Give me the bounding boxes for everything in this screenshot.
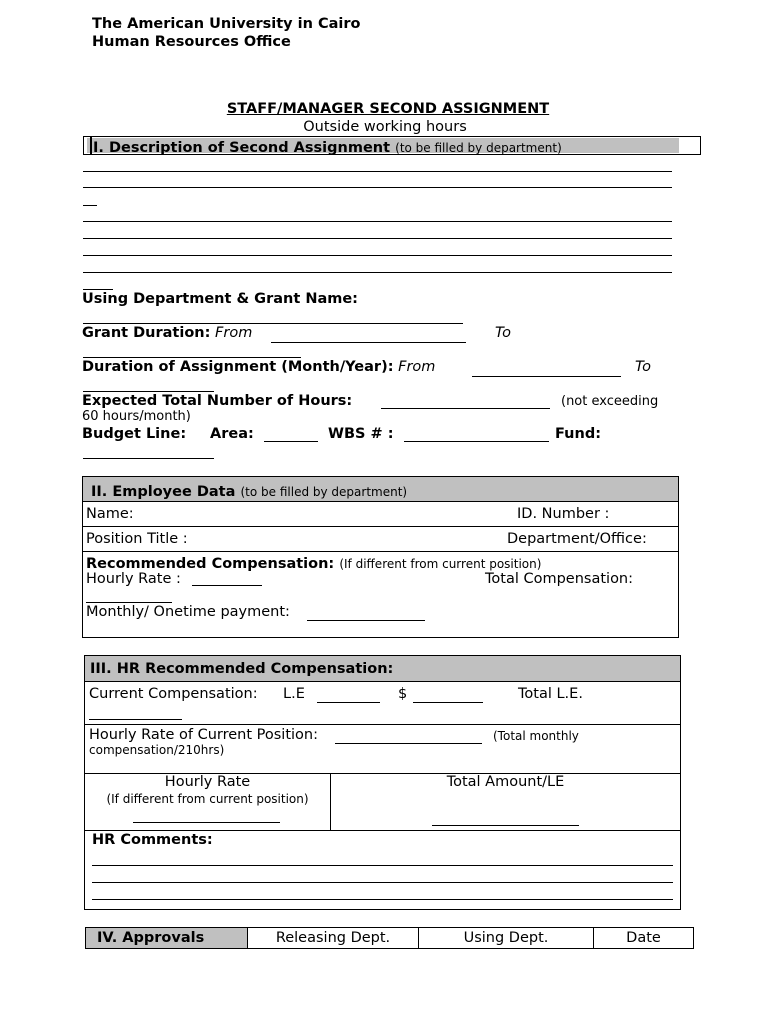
form-title: STAFF/MANAGER SECOND ASSIGNMENT — [226, 101, 550, 117]
grant-to-label: To — [495, 325, 511, 341]
total-amount-cell — [331, 774, 680, 831]
employee-data-table — [82, 476, 679, 638]
fund-label: Fund: — [555, 426, 602, 442]
hourly-current-label: Hourly Rate of Current Position: — [89, 727, 318, 743]
wbs-field[interactable] — [404, 441, 549, 442]
section3-heading: III. HR Recommended Compensation: — [90, 661, 394, 677]
hourly-current-field[interactable] — [335, 743, 482, 744]
le-label: L.E — [283, 686, 305, 702]
total-amount-label: Total Amount/LE — [446, 774, 565, 790]
if-different-text: (If different from current position) — [106, 792, 309, 806]
section2-heading: II. Employee Data — [91, 484, 236, 500]
using-dept-cell[interactable] — [419, 928, 594, 948]
description-line[interactable] — [83, 221, 672, 222]
position-title-label: Position Title : — [86, 531, 188, 547]
total-le-field[interactable] — [89, 719, 182, 720]
total-comp-label: Total Compensation: — [485, 571, 634, 587]
hr-hourly-rate-field[interactable] — [133, 822, 280, 823]
office-name: Human Resources Office — [92, 34, 291, 50]
dollar-label: $ — [398, 686, 408, 702]
grant-duration-label: Grant Duration: — [82, 325, 211, 341]
releasing-dept-cell[interactable] — [248, 928, 419, 948]
hourly-rate-field[interactable] — [192, 585, 262, 586]
section2-heading-bar — [83, 477, 678, 502]
description-line[interactable] — [83, 272, 672, 273]
date-label: Date — [626, 930, 661, 946]
total-amount-field[interactable] — [432, 825, 579, 826]
current-comp-row — [85, 682, 680, 725]
grant-from-label: From — [215, 325, 253, 341]
hourly-current-row — [85, 725, 680, 774]
assignment-from-label: From — [398, 359, 436, 375]
area-label: Area: — [210, 426, 254, 442]
monthly-payment-field[interactable] — [307, 620, 425, 621]
name-label: Name: — [86, 506, 134, 522]
hr-comments-line[interactable] — [92, 899, 673, 900]
form-subtitle: Outside working hours — [303, 119, 467, 135]
total-le-label: Total L.E. — [518, 686, 583, 702]
total-comp-field[interactable] — [86, 602, 172, 603]
approvals-heading-cell — [86, 928, 248, 948]
approvals-heading: IV. Approvals — [97, 930, 205, 946]
section1-heading: I. Description of Second Assignment — [93, 140, 391, 156]
expected-hours-field[interactable] — [381, 408, 550, 409]
hourly-rate-cell — [85, 774, 331, 831]
hr-compensation-table — [84, 655, 681, 910]
description-line[interactable] — [83, 255, 672, 256]
rec-comp-row — [86, 553, 541, 572]
rec-comp-note: (If different from current position) — [339, 557, 542, 571]
not-exceeding-text: (not exceeding — [561, 394, 659, 409]
hr-comments-line[interactable] — [92, 865, 673, 866]
dollar-field[interactable] — [413, 702, 483, 703]
date-cell[interactable] — [594, 928, 693, 948]
description-line[interactable] — [83, 171, 672, 172]
releasing-dept-label: Releasing Dept. — [275, 930, 391, 946]
hr-comments-label: HR Comments: — [92, 832, 213, 848]
section1-heading-bar — [83, 136, 701, 155]
university-name: The American University in Cairo — [92, 16, 361, 32]
using-dept-label: Using Department & Grant Name: — [82, 291, 358, 307]
expected-hours-label: Expected Total Number of Hours: — [82, 393, 353, 409]
assignment-duration-row — [82, 359, 435, 375]
hours-month-text: 60 hours/month) — [82, 409, 191, 424]
assignment-from-field[interactable] — [472, 376, 621, 377]
position-row[interactable] — [83, 527, 678, 552]
assignment-to-field[interactable] — [83, 391, 214, 392]
department-label: Department/Office: — [507, 531, 647, 547]
using-dept-col-label: Using Dept. — [463, 930, 549, 946]
section1-note: (to be filled by department) — [395, 141, 562, 155]
grant-to-field[interactable] — [83, 357, 301, 358]
section2-note: (to be filled by department) — [240, 485, 408, 499]
rec-comp-label: Recommended Compensation: — [86, 556, 335, 572]
hr-hourly-rate-label: Hourly Rate — [164, 774, 251, 790]
assignment-to-label: To — [635, 359, 651, 375]
description-line[interactable] — [83, 205, 97, 206]
grant-from-field[interactable] — [271, 342, 466, 343]
section3-heading-bar — [85, 656, 680, 682]
description-line[interactable] — [83, 187, 672, 188]
using-dept-field[interactable] — [83, 323, 463, 324]
assignment-duration-label: Duration of Assignment (Month/Year): — [82, 359, 394, 375]
description-line[interactable] — [83, 289, 113, 290]
le-field[interactable] — [317, 702, 380, 703]
comp-210-text: compensation/210hrs) — [89, 743, 225, 757]
approvals-table — [85, 927, 694, 949]
budget-line-label: Budget Line: — [82, 426, 187, 442]
grant-duration-row — [82, 325, 252, 341]
current-comp-label: Current Compensation: — [89, 686, 258, 702]
wbs-label: WBS # : — [328, 426, 394, 442]
fund-field[interactable] — [83, 458, 214, 459]
id-number-label: ID. Number : — [517, 506, 610, 522]
description-line[interactable] — [83, 238, 672, 239]
hourly-rate-label: Hourly Rate : — [86, 571, 181, 587]
monthly-payment-label: Monthly/ Onetime payment: — [86, 604, 290, 620]
name-row[interactable] — [83, 502, 678, 527]
area-field[interactable] — [264, 441, 318, 442]
hr-comments-line[interactable] — [92, 882, 673, 883]
total-monthly-text: (Total monthly — [493, 729, 579, 743]
